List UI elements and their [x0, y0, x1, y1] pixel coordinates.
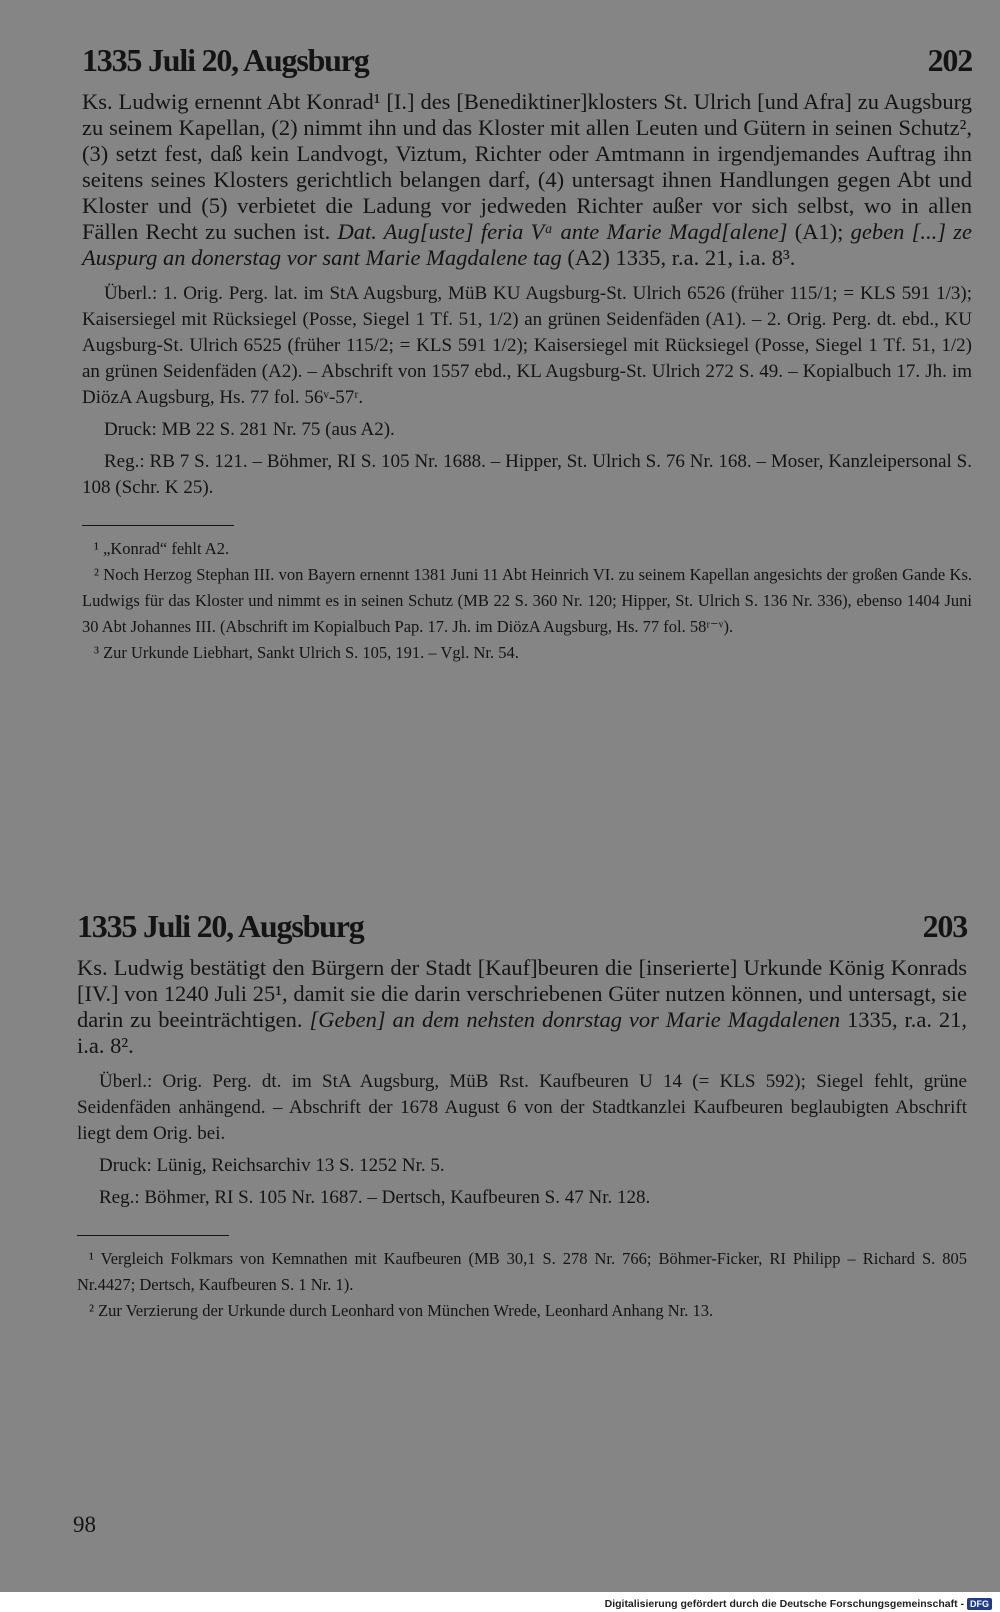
dfg-logo-icon: DFG — [967, 1598, 992, 1610]
entry-number: 202 — [927, 42, 972, 78]
footnote: ² Zur Verzierung der Urkunde durch Leonhard von München Wrede, Leonhard Anhang Nr. 13. — [89, 1301, 714, 1320]
page-number: 98 — [73, 1512, 96, 1537]
entry-header — [82, 42, 972, 79]
summary-text-mid: (A1); — [787, 219, 851, 244]
print-note: Druck: Lünig, Reichsarchiv 13 S. 1252 Nr. 5. — [99, 1155, 445, 1176]
footnote-divider — [77, 1235, 229, 1236]
transmission-note: Überl.: Orig. Perg. dt. im StA Augsburg, MüB Rst. Kaufbeuren U 14 (= KLS 592); Siegel fehlt, grüne Seidenfäden anhängend. – Abschrift der 1678 August 6 von der Stadtkanzlei Kaufbeuren beglaubigten Abschrift liegt dem Orig. bei. — [77, 1071, 967, 1144]
entry-date-place: 1335 Juli 20, Augsburg — [77, 908, 364, 944]
footnote: ³ Zur Urkunde Liebhart, Sankt Ulrich S. 105, 191. – Vgl. Nr. 54. — [94, 643, 519, 662]
footnote-divider — [82, 525, 234, 526]
document-entry-202 — [82, 42, 972, 666]
summary-text-end: 1335, r.a. 21, i.a. 8². — [77, 1007, 967, 1058]
entry-header — [77, 908, 967, 945]
funding-footer — [605, 1598, 992, 1610]
regest-note: Reg.: Böhmer, RI S. 105 Nr. 1687. – Dertsch, Kaufbeuren S. 47 Nr. 128. — [99, 1187, 651, 1208]
summary-dating-german: [Geben] an dem nehsten donrstag vor Marie Magdalenen — [309, 1007, 841, 1032]
print-note: Druck: MB 22 S. 281 Nr. 75 (aus A2). — [104, 419, 395, 440]
entry-summary — [77, 955, 967, 1059]
transmission-note: Überl.: 1. Orig. Perg. lat. im StA Augsburg, MüB KU Augsburg-St. Ulrich 6526 (früher 115/1; = KLS 591 1/3); Kaisersiegel mit Rücksiegel (Posse, Siegel 1 Tf. 51, 1/2) an grünen Seidenfäden (A1). – 2. Orig. Perg. dt. ebd., KU Augsburg-St. Ulrich 6525 (früher 115/2; = KLS 591 1/2); Kaisersiegel mit Rücksiegel (Posse, Siegel 1 Tf. 51, 1/2) an grünen Seidenfäden (A2). – Abschrift von 1557 ebd., KL Augsburg-St. Ulrich 272 S. 49. – Kopialbuch 17. Jh. im DiözA Augsburg, Hs. 77 fol. 56ᵛ-57ʳ. — [82, 283, 972, 408]
summary-dating-latin: Dat. Aug[uste] feria Vᵃ ante Marie Magd[alene] — [337, 219, 788, 244]
footnote: ¹ „Konrad“ fehlt A2. — [94, 539, 230, 558]
summary-dating-german: geben [...] ze Auspurg an donerstag vor sant Marie Magdalene tag — [82, 219, 972, 270]
summary-text-end: (A2) 1335, r.a. 21, i.a. 8³. — [561, 245, 796, 270]
footnote: ¹ Vergleich Folkmars von Kemnathen mit Kaufbeuren (MB 30,1 S. 278 Nr. 766; Böhmer-Ficker, RI Philipp – Richard S. 805 Nr.4427; Dertsch, Kaufbeuren S. 1 Nr. 1). — [77, 1249, 967, 1294]
summary-text: Ks. Ludwig ernennt Abt Konrad¹ [I.] des [Benediktiner]klosters St. Ulrich [und Afra] zu Augsburg zu seinem Kapellan, (2) nimmt ihn und das Kloster mit allen Leuten und Gütern in seinen Schutz², (3) setzt fest, daß kein Landvogt, Viztum, Richter oder Amtmann in irgendjemandes Auftrag ihn seitens seines Klosters gerichtlich belangen darf, (4) untersagt ihnen Handlungen gegen Abt und Kloster und (5) verbietet die Ladung vor jedweden Richter außer vor sich selbst, wo in allen Fällen Recht zu suchen ist. — [82, 89, 972, 244]
summary-text: Ks. Ludwig bestätigt den Bürgern der Stadt [Kauf]beuren die [inserierte] Urkunde König Konrads [IV.] von 1240 Juli 25¹, damit sie die darin verschriebenen Güter nutzen können, und untersagt, sie darin zu beeinträchtigen. — [77, 955, 967, 1032]
entry-number: 203 — [922, 908, 967, 944]
footnote: ² Noch Herzog Stephan III. von Bayern ernennt 1381 Juni 11 Abt Heinrich VI. zu seinem Kapellan angesichts der großen Gande Ks. Ludwigs für das Kloster und nimmt es in seinen Schutz (MB 22 S. 360 Nr. 120; Hipper, St. Ulrich S. 136 Nr. 336), ebenso 1404 Juni 30 Abt Johannes III. (Abschrift im Kopialbuch Pap. 17. Jh. im DiözA Augsburg, Hs. 77 fol. 58ʳ⁻ᵛ). — [82, 565, 972, 636]
entry-date-place: 1335 Juli 20, Augsburg — [82, 42, 369, 78]
funding-text: Digitalisierung gefördert durch die Deutsche Forschungsgemeinschaft - — [604, 1598, 964, 1610]
entry-summary — [82, 89, 972, 271]
document-entry-203 — [77, 908, 967, 1324]
regest-note: Reg.: RB 7 S. 121. – Böhmer, RI S. 105 Nr. 1688. – Hipper, St. Ulrich S. 76 Nr. 168. – Moser, Kanzleipersonal S. 108 (Schr. K 25). — [82, 451, 972, 498]
